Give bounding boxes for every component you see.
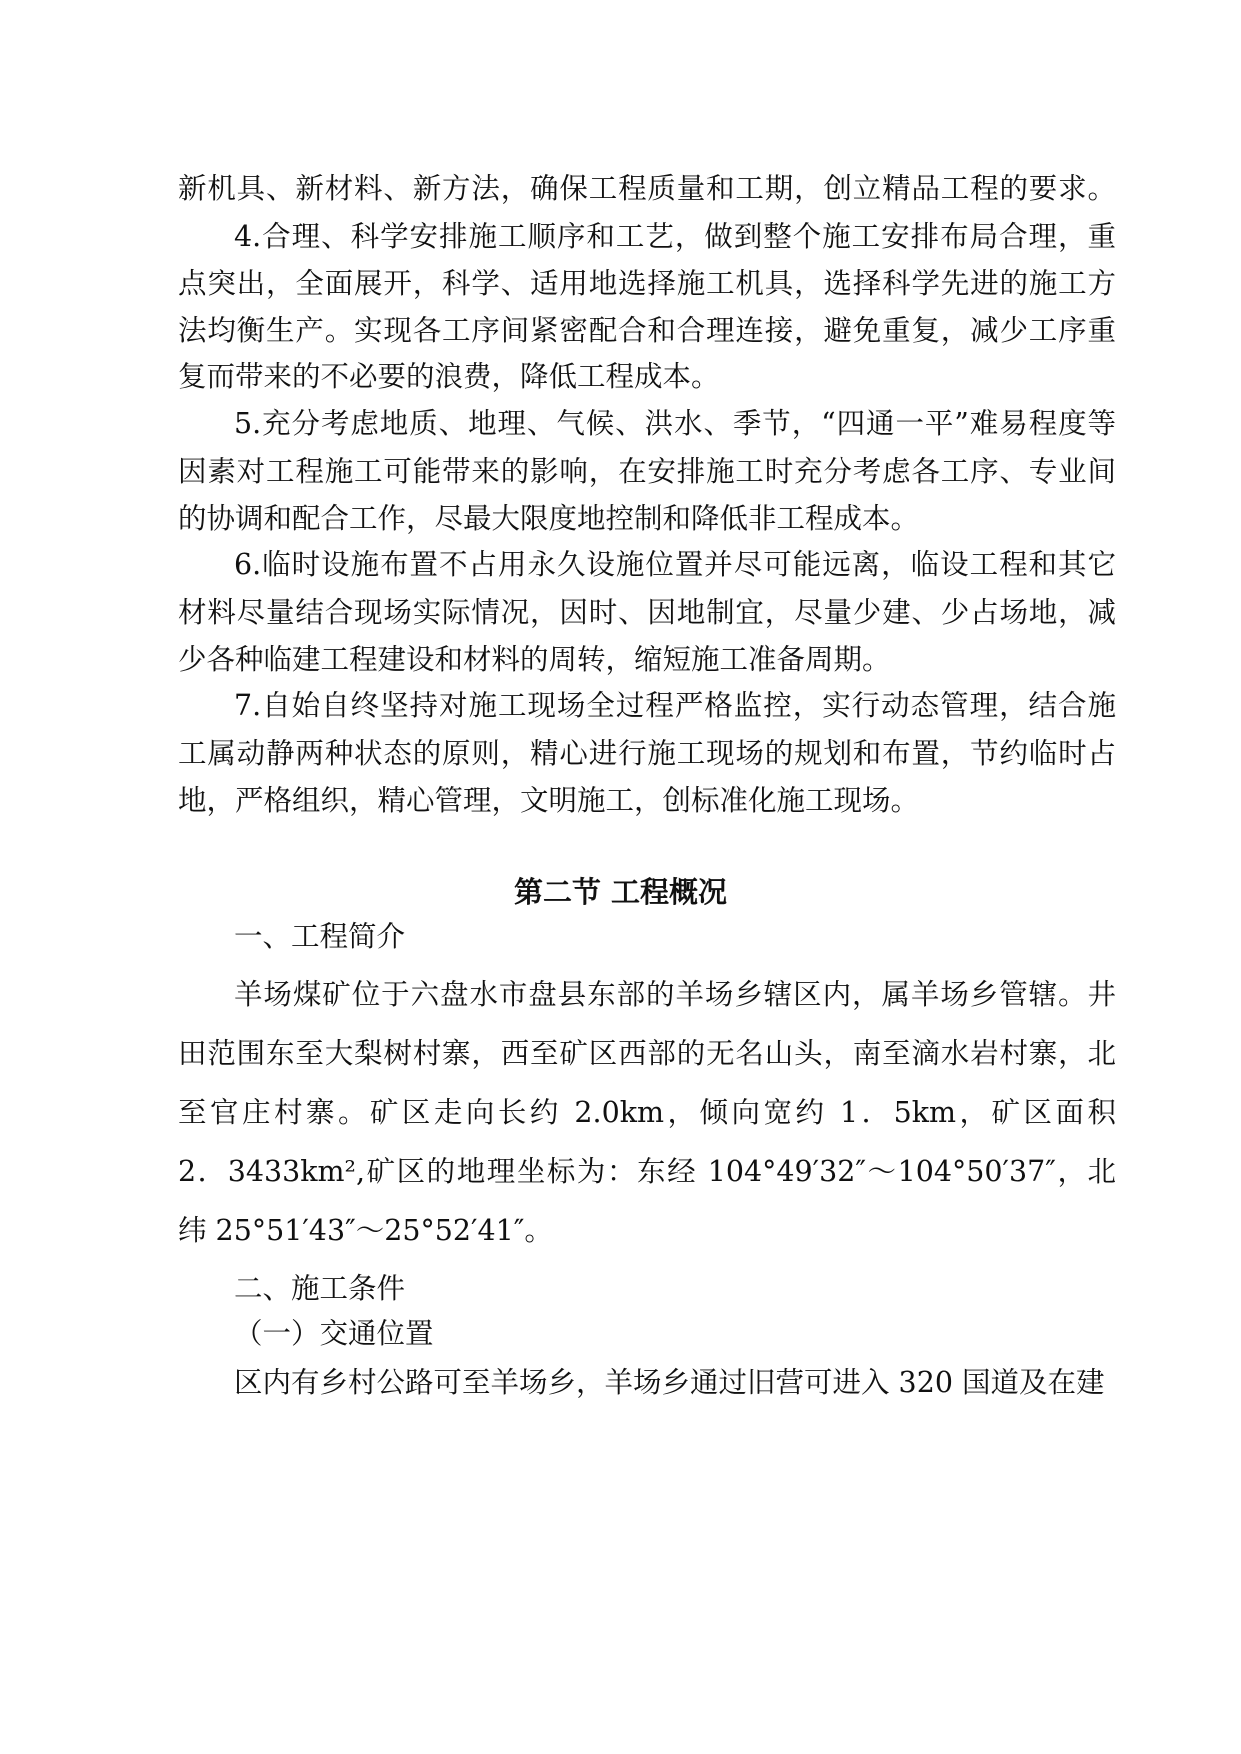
paragraph-line: 的协调和配合工作，尽最大限度地控制和降低非工程成本。 <box>178 502 920 535</box>
paragraph-line: 新机具、新材料、新方法，确保工程质量和工期，创立精品工程的要求。 <box>178 172 1116 205</box>
paragraph-line: 田范围东至大梨树村寨，西至矿区西部的无名山头，南至滴水岩村寨，北 <box>178 1037 1116 1070</box>
paragraph-line: 纬 25°51′43″～25°52′41″。 <box>178 1214 553 1247</box>
paragraph-line: 至官庄村寨。矿区走向长约 2.0km，倾向宽约 1．5km，矿区面积 <box>178 1096 1116 1129</box>
section-heading: 第二节 工程概况 <box>513 875 728 909</box>
paragraph-line: 2．3433km²,矿区的地理坐标为：东经 104°49′32″～104°50′37″，北 <box>178 1155 1116 1188</box>
paragraph-line: 因素对工程施工可能带来的影响，在安排施工时充分考虑各工序、专业间 <box>178 455 1116 488</box>
subsection-title: 一、工程简介 <box>234 920 406 953</box>
paragraph-line: 工属动静两种状态的原则，精心进行施工现场的规划和布置，节约临时占 <box>178 737 1116 770</box>
paragraph-line: 4.合理、科学安排施工顺序和工艺，做到整个施工安排布局合理，重 <box>234 220 1116 253</box>
paragraph-line: 7.自始自终坚持对施工现场全过程严格监控，实行动态管理，结合施 <box>234 689 1116 722</box>
paragraph-line: 点突出，全面展开，科学、适用地选择施工机具，选择科学先进的施工方 <box>178 267 1116 300</box>
paragraph-line: 羊场煤矿位于六盘水市盘县东部的羊场乡辖区内，属羊场乡管辖。井 <box>234 978 1116 1011</box>
subsection-title: 二、施工条件 <box>234 1272 406 1305</box>
paragraph-line: 少各种临建工程建设和材料的周转，缩短施工准备周期。 <box>178 643 891 676</box>
paragraph-line: 5.充分考虑地质、地理、气候、洪水、季节，“四通一平”难易程度等 <box>234 407 1116 440</box>
paragraph-line: 法均衡生产。实现各工序间紧密配合和合理连接，避免重复，减少工序重 <box>178 314 1116 347</box>
paragraph-line: 区内有乡村公路可至羊场乡，羊场乡通过旧营可进入 320 国道及在建 <box>234 1366 1105 1399</box>
paragraph-line: 复而带来的不必要的浪费，降低工程成本。 <box>178 360 720 393</box>
paragraph-line: 6.临时设施布置不占用永久设施位置并尽可能远离，临设工程和其它 <box>234 548 1116 581</box>
paragraph-line: 地，严格组织，精心管理，文明施工，创标准化施工现场。 <box>178 784 920 817</box>
paragraph-line: 材料尽量结合现场实际情况，因时、因地制宜，尽量少建、少占场地，减 <box>178 596 1116 629</box>
subsection-title: （一）交通位置 <box>234 1317 434 1350</box>
